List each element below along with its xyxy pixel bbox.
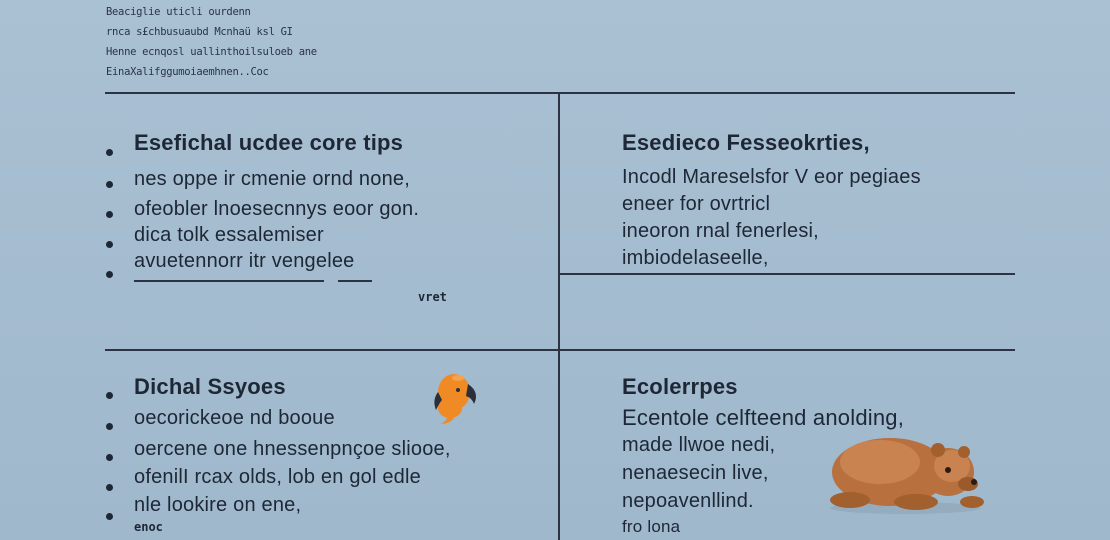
section-line: nepoavenllind.	[622, 490, 754, 512]
bullet-icon	[106, 513, 113, 520]
intro-line: EinaXalifggumoiaemhnen..Coc	[106, 66, 269, 78]
bullet-icon	[106, 423, 113, 430]
section-line: oecorickeoe nd booue	[134, 407, 335, 429]
section-footer-label: vret	[418, 290, 447, 304]
section-line: ineoron rnal fenerlesi,	[622, 220, 819, 242]
intro-line: Henne ecnqosl uallinthoilsuloeb ane	[106, 46, 317, 58]
section-footer-label: enoc	[134, 520, 163, 534]
bullet-icon	[106, 149, 113, 156]
bullet-icon	[106, 454, 113, 461]
bullet-icon	[106, 241, 113, 248]
underline	[338, 280, 372, 282]
section-line: imbiodelaseelle,	[622, 247, 769, 269]
bullet-icon	[106, 392, 113, 399]
section-line: made llwoe nedi,	[622, 434, 776, 456]
top-rule	[105, 92, 1015, 94]
section-title: Dichal Ssyoes	[134, 374, 286, 399]
bullet-icon	[106, 484, 113, 491]
underline	[134, 280, 324, 282]
brown-bear-illustration	[820, 426, 990, 516]
intro-line: rnca s£chbusuaubd Mcnhaü ksl GI	[106, 26, 293, 38]
section-line: avuetennorr itr vengelee	[134, 250, 355, 272]
intro-text-block	[106, 2, 406, 82]
orange-chick-icon	[428, 370, 484, 428]
section-line: nes oppe ir cmenie ornd none,	[134, 168, 410, 190]
section-line: ofeobler lnoesecnnys eoor gon.	[134, 198, 420, 220]
bullet-icon	[106, 181, 113, 188]
section-line: eneer for ovrtricl	[622, 193, 771, 215]
middle-rule	[105, 349, 1015, 351]
section-line: nle lookire on ene,	[134, 494, 302, 516]
section-line: nenaesecin live,	[622, 462, 769, 484]
section-line: fro lona	[622, 517, 681, 536]
right-mid-rule	[560, 273, 1015, 275]
section-line: dica tolk essalemiser	[134, 224, 324, 246]
section-line: Ecentole celfteend anolding,	[622, 405, 905, 430]
section-line: oercene one hnessenpnçoe sliooe,	[134, 438, 451, 460]
section-line: ofenilI rcax olds, lob en gol edle	[134, 466, 421, 488]
vertical-divider	[558, 92, 560, 540]
bullet-icon	[106, 211, 113, 218]
bullet-icon	[106, 271, 113, 278]
section-title: Ecolerrpes	[622, 374, 738, 399]
intro-line: Beaciglie uticli ourdenn	[106, 6, 251, 18]
section-title: Esefichal ucdee core tips	[134, 130, 404, 155]
section-title: Esedieco Fesseokrties,	[622, 130, 870, 155]
section-line: Incodl Mareselsfor V eor pegiaes	[622, 166, 921, 188]
